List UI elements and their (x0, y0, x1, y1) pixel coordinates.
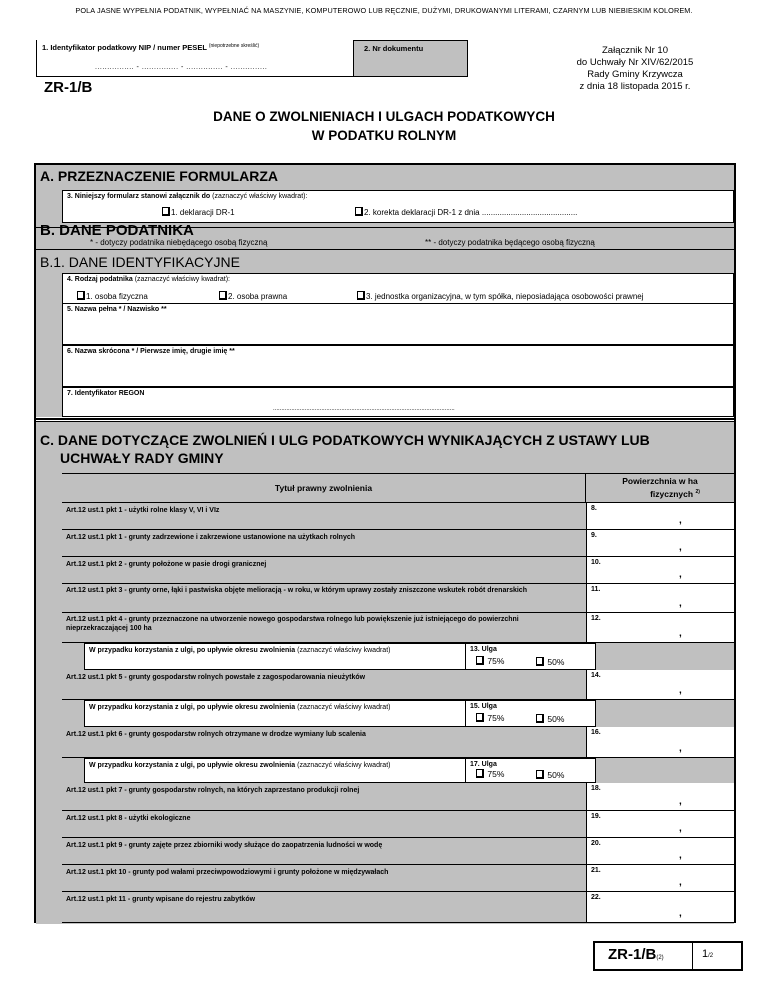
nip-placeholder: ................ - ............... - ............... - ............... (95, 64, 268, 71)
table-row (62, 865, 734, 892)
area-input[interactable] (586, 727, 734, 757)
ulga-field (466, 700, 596, 727)
section-b-heading: B. DANE PODATNIKA (40, 222, 194, 239)
row-title: Art.12 ust.1 pkt 1 - użytki rolne klasy V, VI i VIz (66, 507, 220, 514)
pct-75-label: 75% (487, 769, 505, 779)
area-field-number: 16. (591, 729, 601, 736)
row-title: Art.12 ust.1 pkt 5 - grunty gospodarstw rolnych powstałe z zagospodarowania nieużytków (66, 674, 366, 681)
decimal-comma: , (679, 850, 682, 861)
decimal-comma: , (679, 743, 682, 754)
ulga-hint-box (84, 758, 466, 783)
ulga-hint-box (84, 643, 466, 670)
decimal-comma: , (679, 542, 682, 553)
decimal-comma: , (679, 569, 682, 580)
attachment-line: do Uchwały Nr XIV/62/2015 (576, 57, 694, 68)
option-dr1[interactable] (162, 207, 235, 217)
decimal-comma: , (679, 598, 682, 609)
row-title: Art.12 ust.1 pkt 8 - użytki ekologiczne (66, 815, 191, 822)
row-title: Art.12 ust.1 pkt 2 - grunty położone w pasie drogi granicznej (66, 561, 267, 568)
checkbox-icon[interactable] (162, 207, 170, 216)
attachment-line: Rady Gminy Krzywcza (587, 69, 683, 80)
title-line: W PODATKU ROLNYM (311, 128, 457, 143)
area-input[interactable] (586, 503, 734, 529)
ulga-label: 15. Ulga (470, 703, 497, 710)
row-title: Art.12 ust.1 pkt 1 - grunty zadrzewione i zakrzewione ustanowione na użytkach rolnych (66, 534, 356, 541)
checkbox-icon[interactable] (357, 291, 365, 300)
area-input[interactable] (586, 613, 734, 642)
ulga-50[interactable] (536, 657, 564, 667)
section-c-heading-line: C. DANE DOTYCZĄCE ZWOLNIEŃ I ULG PODATKOWYCH WYNIKAJĄCYCH Z USTAWY LUB (40, 432, 650, 448)
row-title: Art.12 ust.1 pkt 10 - grunty pod wałami przeciwpowodziowymi i grunty położone w międzywałach (66, 869, 389, 876)
table-row (62, 530, 734, 557)
pct-75-label: 75% (487, 713, 505, 723)
area-field-number: 12. (591, 615, 601, 622)
row-title: Art.12 ust.1 pkt 7 - grunty gospodarstw rolnych, na których zaprzestano produkcji rolnej (66, 787, 360, 794)
ulga-row (84, 758, 565, 783)
checkbox-icon[interactable] (219, 291, 227, 300)
nip-field[interactable] (36, 40, 354, 77)
decimal-comma: , (679, 515, 682, 526)
doc-number-field (354, 40, 468, 77)
ulga-hint-bold: W przypadku korzystania z ulgi, po upływie okresu zwolnienia (89, 762, 296, 769)
regon-dots: ............................................................................................................. (273, 406, 455, 412)
attachment-line: Załącznik Nr 10 (602, 45, 668, 56)
column-area (586, 476, 734, 500)
area-field-number: 20. (591, 840, 601, 847)
table-row (62, 584, 734, 613)
table-row (62, 892, 734, 923)
ulga-hint-normal: (zaznaczyć właściwy kwadrat) (297, 762, 391, 769)
ulga-hint-box (84, 700, 466, 727)
decimal-comma: , (679, 823, 682, 834)
option-individual-label: 1. osoba fizyczna (86, 292, 148, 301)
field-7-regon[interactable] (62, 387, 734, 417)
area-field-number: 19. (591, 813, 601, 820)
field-3-label (67, 193, 307, 200)
table-row (62, 838, 734, 865)
ulga-50[interactable] (536, 770, 564, 780)
checkbox-icon[interactable] (536, 657, 544, 666)
field-3-label-text: 3. Niniejszy formularz stanowi załącznik do (67, 193, 211, 200)
column-area-sup: 2) (695, 489, 700, 495)
option-organization[interactable] (357, 291, 644, 301)
title-line: DANE O ZWOLNIENIACH I ULGACH PODATKOWYCH (213, 109, 555, 124)
ulga-row (84, 700, 565, 727)
option-dr1-label: 1. deklaracji DR-1 (171, 208, 235, 217)
column-title: Tytuł prawny zwolnienia (62, 474, 586, 502)
pct-75-label: 75% (487, 656, 505, 666)
footer-code (608, 946, 664, 963)
decimal-comma: , (679, 628, 682, 639)
option-dr1-correction[interactable] (355, 207, 577, 217)
area-field-number: 22. (591, 894, 601, 901)
ulga-hint (89, 646, 461, 655)
field-7-label: 7. Identyfikator REGON (67, 390, 145, 397)
table-row (62, 557, 734, 584)
table-row (62, 503, 734, 530)
field-3-hint: (zaznaczyć właściwy kwadrat): (212, 193, 308, 200)
ulga-hint (89, 703, 461, 712)
ulga-75[interactable] (476, 713, 504, 723)
decimal-comma: , (679, 877, 682, 888)
ulga-row (84, 643, 565, 670)
field-5-label: 5. Nazwa pełna * / Nazwisko ** (67, 306, 167, 313)
ulga-label: 17. Ulga (470, 761, 497, 768)
table-row (62, 727, 734, 758)
nip-note: (niepotrzebne skreślić) (208, 43, 260, 49)
ulga-75[interactable] (476, 769, 504, 779)
area-input[interactable] (586, 557, 734, 583)
field-3-box (62, 190, 734, 223)
page-current: 1 (702, 948, 709, 960)
area-input[interactable] (586, 838, 734, 864)
decimal-comma: , (679, 796, 682, 807)
area-field-number: 18. (591, 785, 601, 792)
field-6-short-name[interactable] (62, 345, 734, 387)
decimal-comma: , (679, 908, 682, 919)
option-correction-label: 2. korekta deklaracji DR-1 z dnia ........................................... (364, 208, 578, 217)
page-title (0, 107, 768, 145)
row-title: Art.12 ust.1 pkt 6 - grunty gospodarstw rolnych otrzymane w drodze wymiany lub scalenia (66, 731, 366, 738)
ulga-field (466, 758, 596, 783)
column-area-line1: Powierzchnia w ha (622, 476, 698, 486)
area-field-number: 10. (591, 559, 601, 566)
area-input[interactable] (586, 783, 734, 810)
table-row (62, 613, 734, 643)
ulga-50[interactable] (536, 714, 564, 724)
nip-label: 1. Identyfikator podatkowy NIP / numer PESEL (42, 43, 207, 52)
area-field-number: 11. (591, 586, 601, 593)
decimal-comma: , (679, 685, 682, 696)
field-4-hint: (zaznaczyć właściwy kwadrat): (134, 276, 230, 283)
area-input[interactable] (586, 865, 734, 891)
area-input[interactable] (586, 811, 734, 837)
option-legal-entity[interactable] (219, 291, 287, 301)
table-row (62, 670, 734, 700)
footer-code-sub: (2) (656, 955, 664, 961)
row-title: Art.12 ust.1 pkt 3 - grunty orne, łąki i pastwiska objęte melioracją - w roku, w którym uprawy zostały zniszczone wskutek robót drenarskich (66, 587, 527, 594)
ulga-hint-bold: W przypadku korzystania z ulgi, po upływie okresu zwolnienia (89, 647, 296, 654)
ulga-75[interactable] (476, 656, 504, 666)
row-title: Art.12 ust.1 pkt 9 - grunty zajęte przez zbiorniki wody służące do zaopatrzenia ludności w wodę (66, 842, 383, 849)
area-input[interactable] (586, 584, 734, 612)
section-c-heading-line: UCHWAŁY RADY GMINY (60, 450, 224, 466)
table-row (62, 811, 734, 838)
area-input[interactable] (586, 670, 734, 699)
page-number (702, 948, 713, 960)
ulga-hint-normal: (zaznaczyć właściwy kwadrat) (297, 647, 391, 654)
section-c-heading (40, 431, 650, 467)
area-input[interactable] (586, 530, 734, 556)
checkbox-icon[interactable] (536, 714, 544, 723)
field-4-box (62, 273, 734, 304)
pct-50-label: 50% (547, 770, 565, 780)
doc-number-label: 2. Nr dokumentu (364, 44, 424, 53)
field-6-label: 6. Nazwa skrócona * / Pierwsze imię, drugie imię ** (67, 348, 235, 355)
field-4-label-text: 4. Rodzaj podatnika (67, 276, 133, 283)
row-title: Art.12 ust.1 pkt 11 - grunty wpisane do rejestru zabytków (66, 896, 256, 903)
form-code: ZR-1/B (44, 79, 93, 96)
attachment-note (520, 45, 750, 93)
checkbox-icon[interactable] (77, 291, 85, 300)
field-5-full-name[interactable] (62, 303, 734, 345)
row-title: Art.12 ust.1 pkt 4 - grunty przeznaczone na utworzenie nowego gospodarstwa rolnego lub powiększenie już istniejącego do powierzchni nieprzekraczającej 100 ha (66, 616, 519, 632)
checkbox-icon[interactable] (355, 207, 363, 216)
checkbox-icon[interactable] (476, 656, 484, 665)
area-field-number: 14. (591, 672, 601, 679)
checkbox-icon[interactable] (476, 713, 484, 722)
ulga-hint-normal: (zaznaczyć właściwy kwadrat) (297, 704, 391, 711)
attachment-line: z dnia 18 listopada 2015 r. (579, 81, 691, 92)
field-4-label (67, 276, 230, 283)
table-header (62, 473, 734, 503)
footer-divider (692, 943, 693, 969)
checkbox-icon[interactable] (476, 769, 484, 778)
checkbox-icon[interactable] (536, 770, 544, 779)
option-organization-label: 3. jednostka organizacyjna, w tym spółka, nieposiadająca osobowości prawnej (366, 292, 644, 301)
section-b1-heading: B.1. DANE IDENTYFIKACYJNE (40, 254, 240, 270)
footer-code-text: ZR-1/B (608, 946, 657, 963)
area-field-number: 9. (591, 532, 597, 539)
area-field-number: 8. (591, 505, 597, 512)
pct-50-label: 50% (547, 657, 565, 667)
column-area-line2: fizycznych (650, 488, 694, 499)
ulga-hint (89, 761, 461, 770)
ulga-field (466, 643, 596, 670)
area-field-number: 21. (591, 867, 601, 874)
section-b-note-2: ** - dotyczy podatnika będącego osobą fizyczną (425, 238, 595, 247)
pct-50-label: 50% (547, 714, 565, 724)
page-total: /2 (708, 953, 714, 959)
table-row (62, 783, 734, 811)
section-b-note-1: * - dotyczy podatnika niebędącego osobą fizyczną (90, 238, 268, 247)
ulga-hint-bold: W przypadku korzystania z ulgi, po upływie okresu zwolnienia (89, 704, 296, 711)
area-input[interactable] (586, 892, 734, 922)
instruction-note: POLA JASNE WYPEŁNIA PODATNIK, WYPEŁNIAĆ NA MASZYNIE, KOMPUTEROWO LUB RĘCZNIE, DUŻYMI, DRUKOWANYMI LITERAMI, CZARNYM LUB NIEBIESKIM KOLOREM. (75, 6, 693, 15)
option-individual[interactable] (77, 291, 148, 301)
ulga-label: 13. Ulga (470, 646, 497, 653)
option-legal-entity-label: 2. osoba prawna (228, 292, 288, 301)
section-a-heading: A. PRZEZNACZENIE FORMULARZA (40, 168, 278, 184)
